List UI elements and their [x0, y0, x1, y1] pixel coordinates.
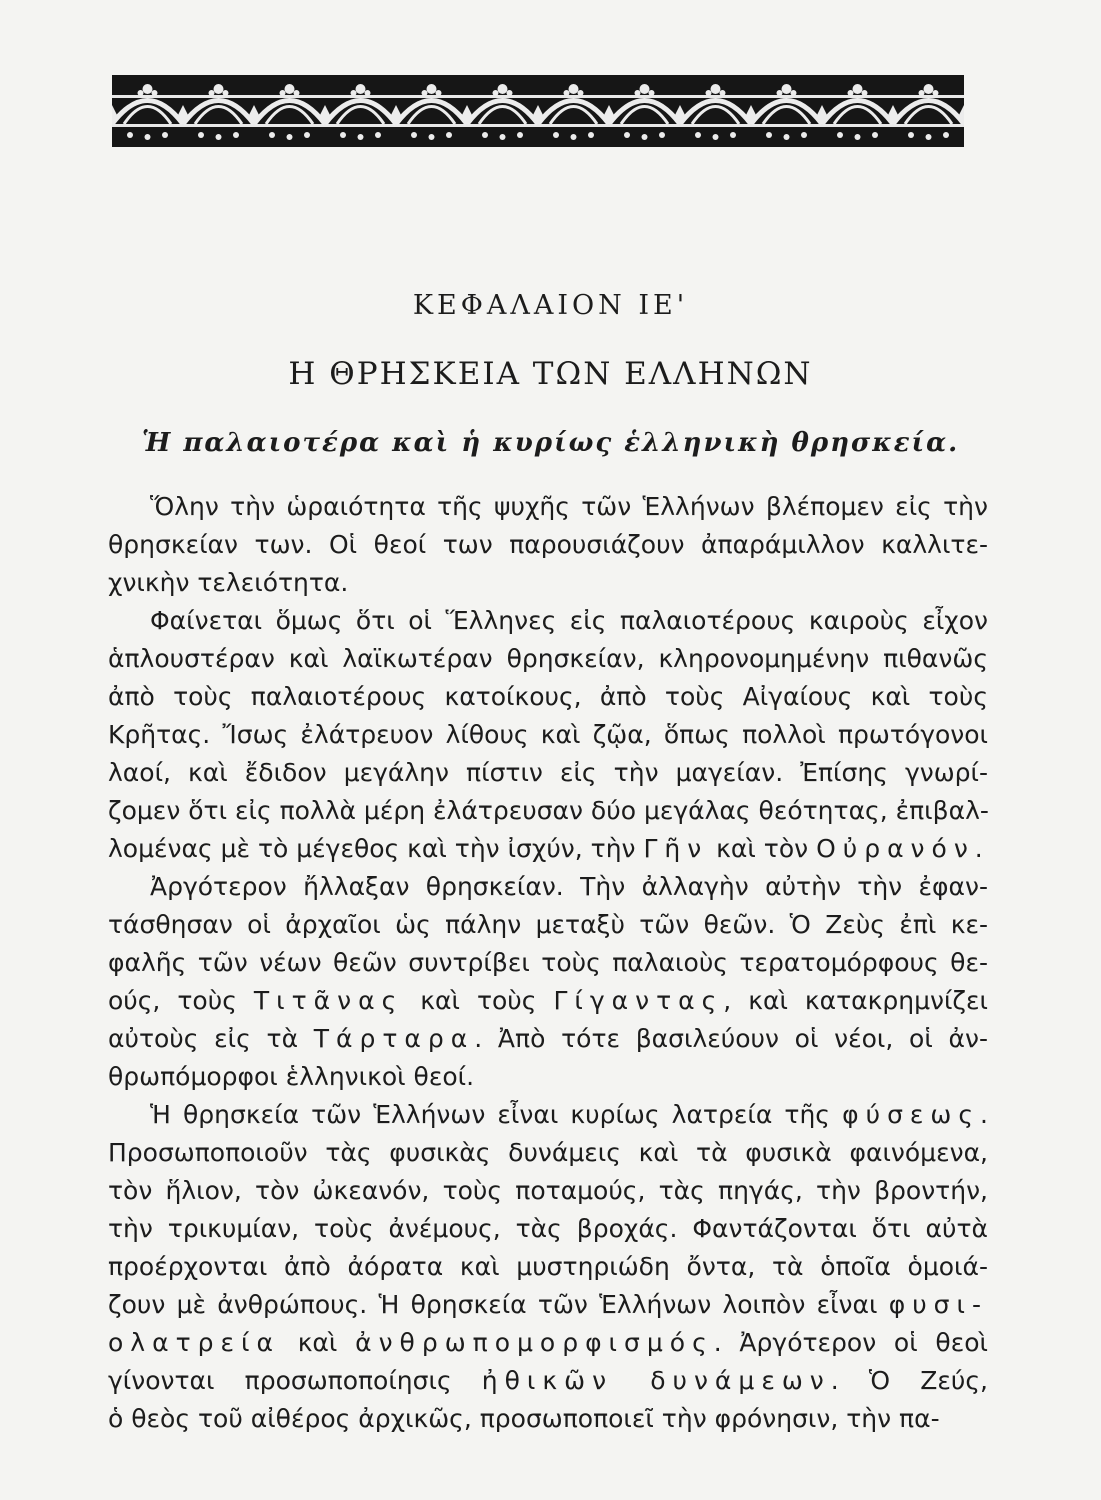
- text-run: προέρχονται ἀπὸ ἀόρατα καὶ μυστηριώδη ὄντα, τὰ ὁποῖα ὁμοιά-: [108, 1252, 988, 1281]
- text-run: γίνονται προσωποποίησις: [108, 1366, 482, 1395]
- text-run: . Ἀργότερον οἱ θεοὶ: [713, 1328, 988, 1357]
- spaced-emphasis: Τιτᾶνας: [253, 986, 404, 1015]
- text-run: , καὶ κατακρημνίζει: [723, 986, 988, 1015]
- text-line: [108, 640, 988, 678]
- text-run: καὶ τοὺς: [403, 986, 554, 1015]
- spaced-emphasis: Γίγαντας: [553, 986, 724, 1015]
- text-line: [108, 1020, 988, 1058]
- ornamental-border-band: [112, 75, 964, 147]
- text-run: αὐτοὺς εἰς τὰ: [108, 1024, 314, 1053]
- text-run: θρησκείαν των. Οἱ θεοί των παρουσιάζουν ἀπαράμιλλον καλλιτε-: [108, 530, 988, 559]
- text-line: [108, 1248, 988, 1286]
- text-run: χνικὴν τελειότητα.: [108, 568, 349, 597]
- text-line: [108, 1172, 988, 1210]
- text-run: .: [974, 834, 983, 863]
- text-line: [108, 868, 988, 906]
- text-run: ζομεν ὅτι εἰς πολλὰ μέρη ἐλάτρευσαν δύο μεγάλας θεότητας, ἐπιβαλ-: [108, 796, 989, 825]
- paragraph: [108, 488, 988, 602]
- text-line: [108, 1210, 988, 1248]
- text-line: [108, 1134, 988, 1172]
- text-line: [108, 1324, 988, 1362]
- text-line: [108, 944, 988, 982]
- text-line: [108, 488, 988, 526]
- text-run: λομένας μὲ τὸ μέγεθος καὶ τὴν ἰσχύν, τὴν: [108, 834, 644, 863]
- spaced-emphasis: Τάρταρα: [313, 1024, 475, 1053]
- text-line: [108, 1362, 988, 1400]
- text-run: τάσθησαν οἱ ἀρχαῖοι ὡς πάλην μεταξὺ τῶν θεῶν. Ὁ Ζεὺς ἐπὶ κε-: [108, 910, 988, 939]
- page-title: Η ΘΡΗΣΚΕΙΑ ΤΩΝ ΕΛΛΗΝΩΝ: [288, 356, 813, 392]
- text-run: ἁπλουστέραν καὶ λαϊκωτέραν θρησκείαν, κληρονομημένην πιθανῶς: [108, 644, 988, 673]
- text-run: λαοί, καὶ ἔδιδον μεγάλην πίστιν εἰς τὴν μαγείαν. Ἐπίσης γνωρί-: [108, 758, 988, 787]
- spaced-emphasis: φυσι-: [888, 1290, 988, 1319]
- text-run: τὴν τρικυμίαν, τοὺς ἀνέμους, τὰς βροχάς. Φαντάζονται ὅτι αὐτὰ: [108, 1214, 988, 1243]
- text-line: [108, 1400, 988, 1438]
- text-run: Προσωποποιοῦν τὰς φυσικὰς δυνάμεις καὶ τὰ φυσικὰ φαινόμενα,: [108, 1138, 988, 1167]
- text-line: [108, 716, 988, 754]
- text-run: ὁ θεὸς τοῦ αἰθέρος ἀρχικῶς, προσωποποιεῖ τὴν φρόνησιν, τὴν πα-: [108, 1404, 940, 1433]
- spaced-emphasis: ολατρεία: [108, 1328, 280, 1357]
- text-line: [108, 906, 988, 944]
- text-run: Ὅλην τὴν ὡραιότητα τῆς ψυχῆς τῶν Ἑλλήνων βλέπομεν εἰς τὴν: [150, 492, 988, 521]
- text-run: Ἡ θρησκεία τῶν Ἑλλήνων εἶναι κυρίως λατρεία τῆς: [150, 1100, 843, 1129]
- text-run: ούς, τοὺς: [108, 986, 254, 1015]
- text-run: καὶ: [279, 1328, 356, 1357]
- text-run: . Ὁ Ζεύς,: [830, 1366, 988, 1395]
- spaced-emphasis: Γῆν: [643, 834, 709, 863]
- text-line: [108, 754, 988, 792]
- text-line: [108, 830, 988, 868]
- text-line: [108, 678, 988, 716]
- text-run: ζουν μὲ ἀνθρώπους. Ἡ θρησκεία τῶν Ἑλλήνων λοιπὸν εἶναι: [108, 1290, 889, 1319]
- paragraph: [108, 1096, 988, 1438]
- text-line: [108, 982, 988, 1020]
- spaced-emphasis: φύσεως: [842, 1100, 981, 1129]
- text-line: [108, 792, 988, 830]
- text-run: τὸν ἥλιον, τὸν ὠκεανόν, τοὺς ποταμούς, τὰς πηγάς, τὴν βροντήν,: [108, 1176, 988, 1205]
- text-run: φαλῆς τῶν νέων θεῶν συντρίβει τοὺς παλαιοὺς τερατομόρφους θε-: [108, 948, 988, 977]
- text-line: [108, 1286, 988, 1324]
- text-run: Φαίνεται ὅμως ὅτι οἱ Ἕλληνες εἰς παλαιοτέρους καιροὺς εἶχον: [150, 606, 988, 635]
- paragraph: [108, 602, 988, 868]
- text-run: .: [980, 1100, 988, 1129]
- text-line: [108, 526, 988, 564]
- text-run: καὶ τὸν: [708, 834, 817, 863]
- text-run: Κρῆτας. Ἴσως ἐλάτρευον λίθους καὶ ζῷα, ὅπως πολλοὶ πρωτόγονοι: [108, 720, 988, 749]
- text-run: . Ἀπὸ τότε βασιλεύουν οἱ νέοι, οἱ ἀν-: [474, 1024, 988, 1053]
- text-line: [108, 564, 988, 602]
- spaced-emphasis: ἠθικῶν δυνάμεων: [481, 1366, 831, 1395]
- spaced-emphasis: Οὐρανόν: [816, 834, 975, 863]
- text-run: Ἀργότερον ἤλλαξαν θρησκείαν. Τὴν ἀλλαγὴν αὐτὴν τὴν ἐφαν-: [150, 872, 988, 901]
- text-run: θρωπόμορφοι ἑλληνικοὶ θεοί.: [108, 1062, 475, 1091]
- text-line: [108, 1096, 988, 1134]
- text-run: ἀπὸ τοὺς παλαιοτέρους κατοίκους, ἀπὸ τοὺς Αἰγαίους καὶ τοὺς: [108, 682, 988, 711]
- section-subtitle: Ἡ παλαιοτέρα καὶ ἡ κυρίως ἑλληνικὴ θρησκεία.: [141, 428, 960, 458]
- body-text: [108, 488, 988, 1438]
- greek-key-ornament: [112, 75, 964, 147]
- chapter-heading: ΚΕΦΑΛΑΙΟΝ ΙΕ': [412, 290, 689, 321]
- paragraph: [108, 868, 988, 1096]
- text-line: [108, 602, 988, 640]
- spaced-emphasis: ἀνθρωπομορφισμός: [355, 1328, 714, 1357]
- text-line: [108, 1058, 988, 1096]
